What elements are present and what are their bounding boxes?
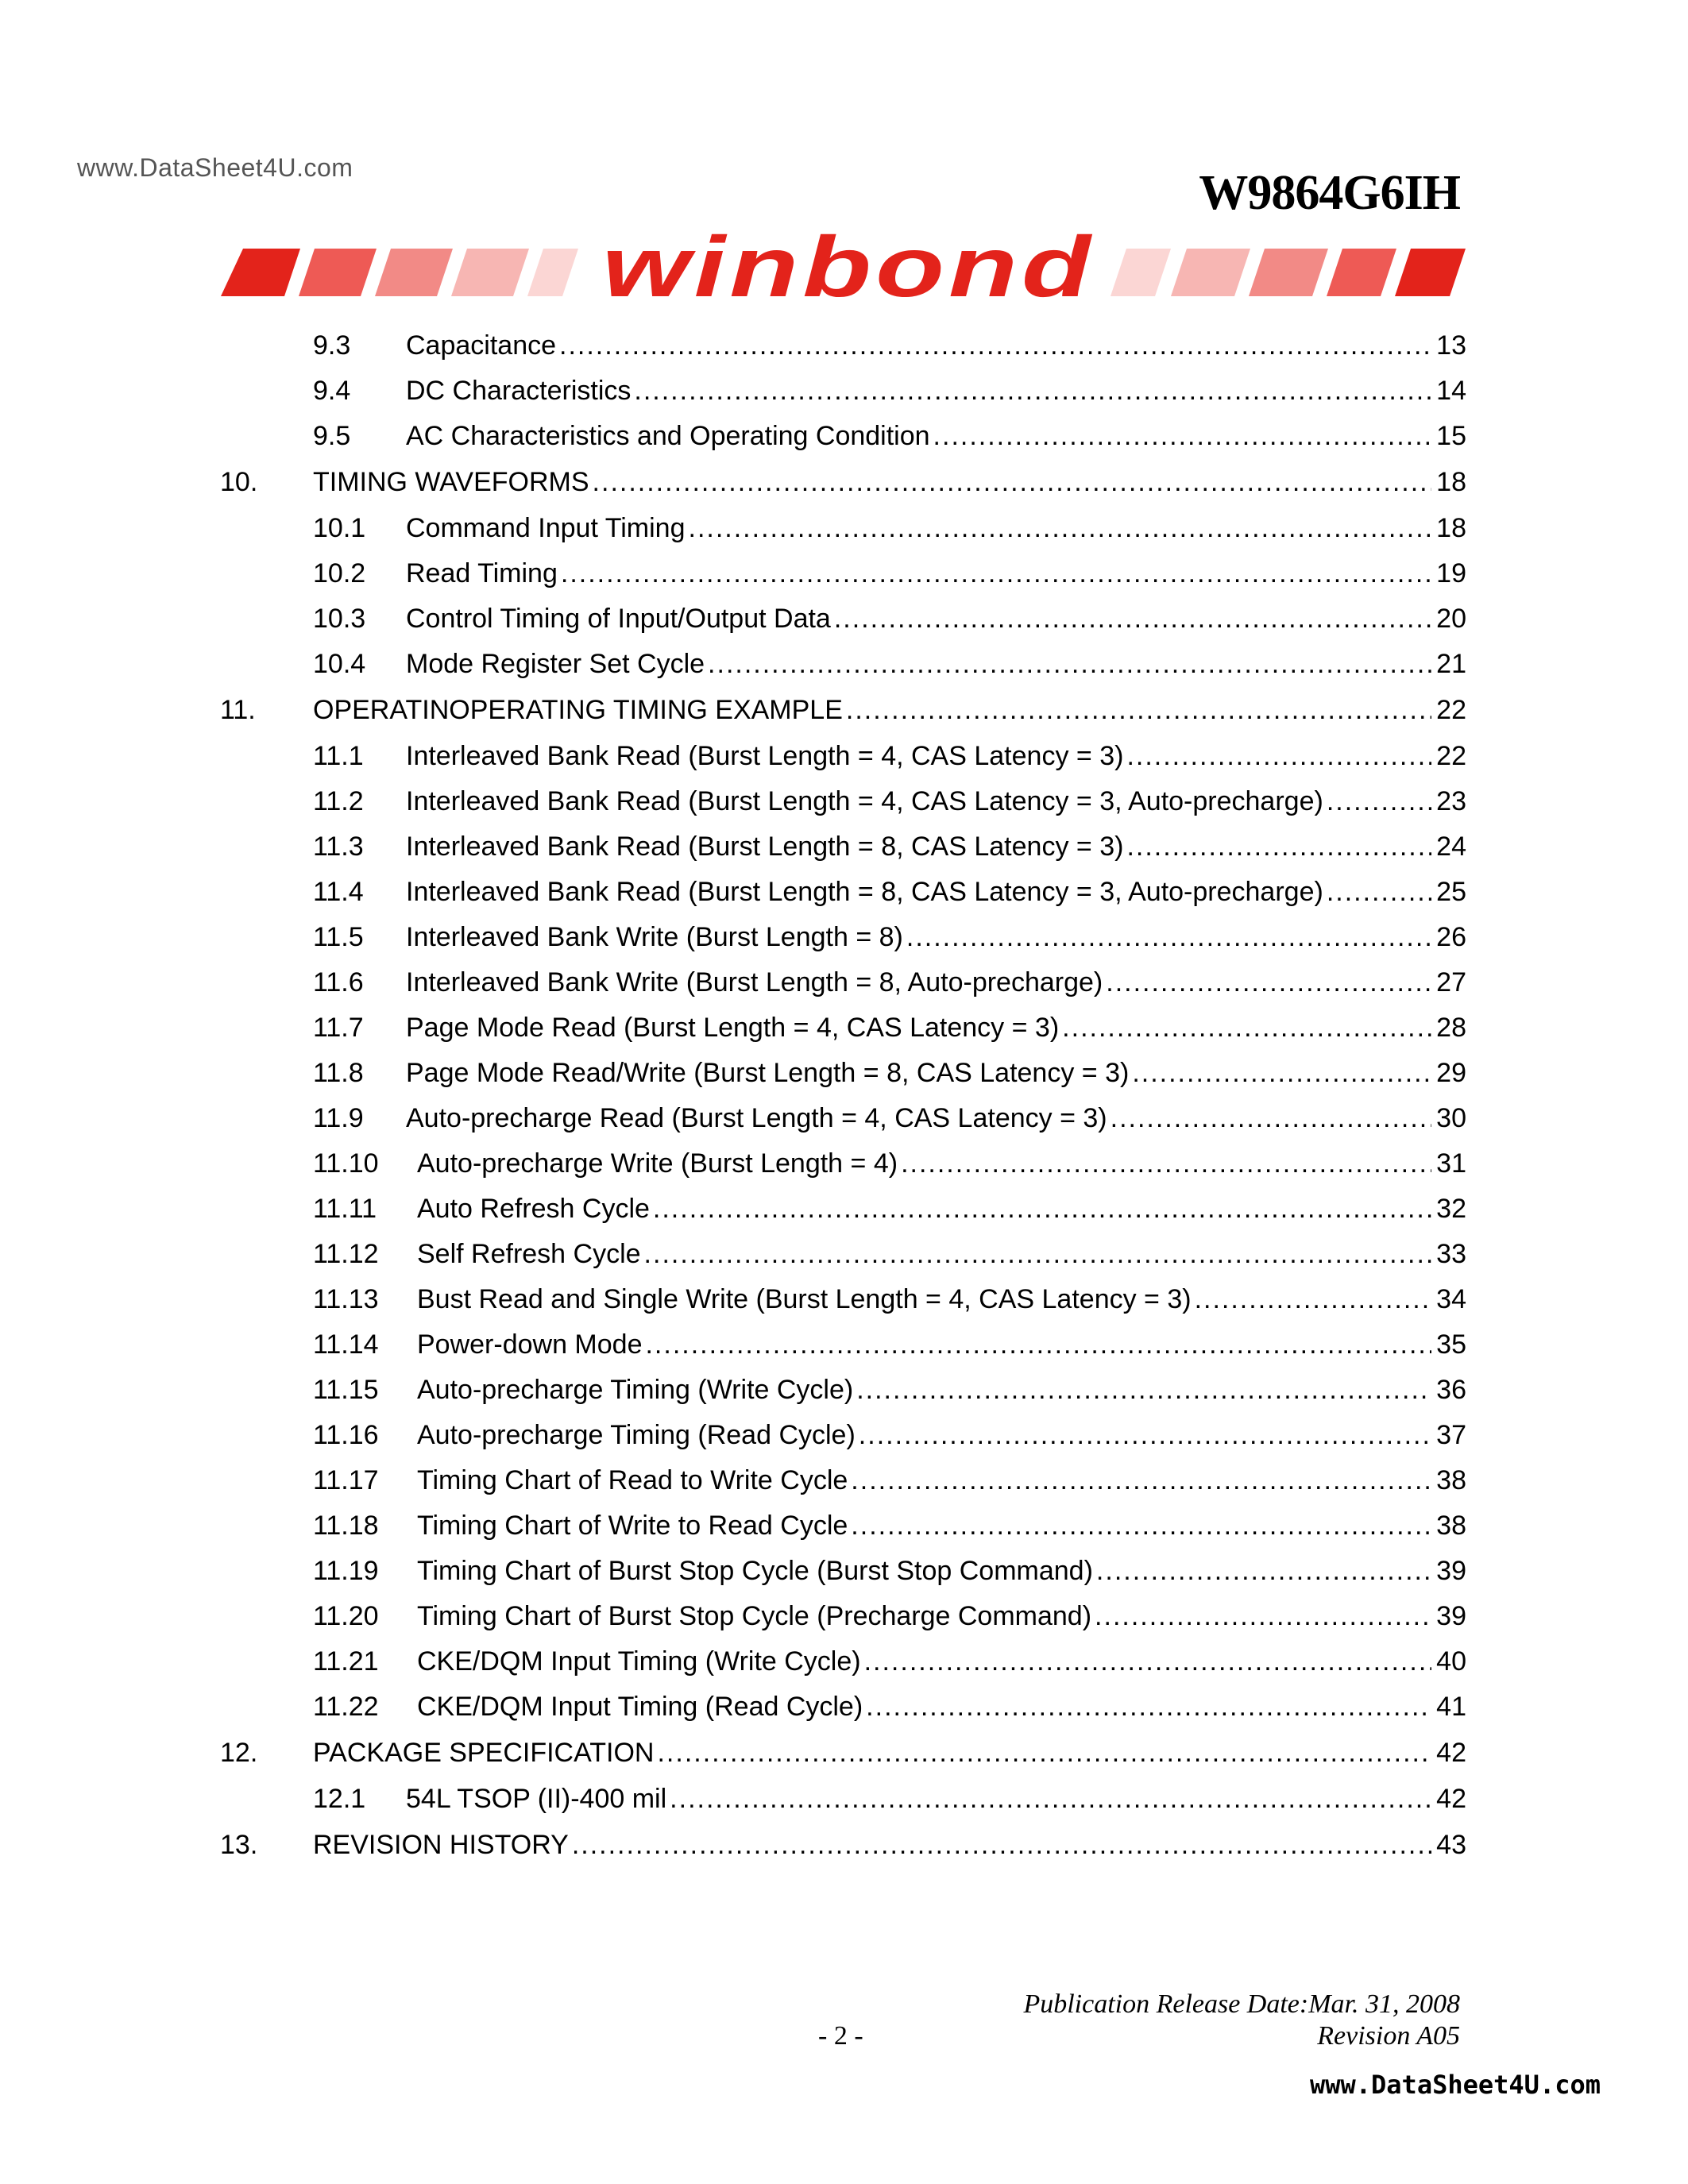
toc-entry-number: 11.14 <box>313 1329 379 1360</box>
toc-entry-number: 11.16 <box>313 1420 379 1450</box>
toc-entry-page: 18 <box>1436 513 1466 543</box>
toc-entry-title: Power-down Mode <box>417 1329 643 1360</box>
toc-entry-page: 19 <box>1436 558 1466 588</box>
toc-entry-page: 15 <box>1436 421 1466 451</box>
toc-entry-page: 38 <box>1436 1511 1466 1541</box>
toc-dot-leader <box>1126 824 1431 870</box>
toc-entry-number: 10. <box>220 467 258 497</box>
logo-stripes-right <box>1111 249 1466 296</box>
toc-entry-page: 21 <box>1436 649 1466 679</box>
toc-entry[interactable] <box>220 414 1466 459</box>
toc-entry[interactable] <box>220 1549 1466 1594</box>
toc-entry-page: 29 <box>1436 1058 1466 1088</box>
toc-entry-page: 33 <box>1436 1239 1466 1269</box>
toc-entry-title: TIMING WAVEFORMS <box>313 467 589 497</box>
toc-entry-page: 42 <box>1436 1784 1466 1814</box>
toc-entry-number: 12. <box>220 1738 258 1768</box>
toc-dot-leader <box>906 915 1431 960</box>
toc-entry-title: Capacitance <box>406 330 557 361</box>
toc-dot-leader <box>653 1187 1431 1232</box>
toc-dot-leader <box>933 414 1432 459</box>
page-number: - 2 - <box>818 2021 863 2051</box>
toc-entry-page: 20 <box>1436 604 1466 634</box>
toc-dot-leader <box>593 459 1432 506</box>
toc-entry-number: 11.21 <box>313 1646 379 1677</box>
toc-entry-number: 9.4 <box>313 376 351 406</box>
toc-entry-number: 11.8 <box>313 1058 364 1088</box>
toc-entry-title: PACKAGE SPECIFICATION <box>313 1738 655 1768</box>
toc-entry[interactable] <box>220 779 1466 824</box>
toc-entry-page: 39 <box>1436 1601 1466 1631</box>
toc-dot-leader <box>1126 734 1431 779</box>
toc-entry-title: Mode Register Set Cycle <box>406 649 705 679</box>
toc-entry-page: 41 <box>1436 1692 1466 1722</box>
toc-entry-page: 38 <box>1436 1465 1466 1495</box>
toc-dot-leader <box>851 1458 1431 1503</box>
toc-entry[interactable] <box>220 734 1466 779</box>
toc-entry-number: 11.12 <box>313 1239 379 1269</box>
toc-entry[interactable] <box>220 323 1466 369</box>
toc-entry-title: Interleaved Bank Read (Burst Length = 4, CAS Latency = 3, Auto-precharge) <box>406 786 1323 816</box>
toc-dot-leader <box>572 1822 1431 1869</box>
toc-entry-page: 37 <box>1436 1420 1466 1450</box>
toc-entry-title: Read Timing <box>406 558 558 588</box>
toc-entry-page: 22 <box>1436 741 1466 771</box>
toc-entry[interactable] <box>220 1777 1466 1822</box>
toc-entry[interactable] <box>220 1232 1466 1277</box>
toc-entry[interactable] <box>220 1005 1466 1051</box>
toc-entry-number: 10.1 <box>313 513 366 543</box>
toc-entry-title: Auto-precharge Write (Burst Length = 4) <box>417 1148 898 1179</box>
toc-dot-leader <box>561 551 1431 596</box>
toc-dot-leader <box>834 596 1431 642</box>
toc-entry-page: 24 <box>1436 832 1466 862</box>
toc-entry-number: 11.5 <box>313 922 364 952</box>
toc-entry[interactable] <box>220 551 1466 596</box>
toc-entry-number: 12.1 <box>313 1784 366 1814</box>
toc-entry-number: 11.4 <box>313 877 364 907</box>
toc-entry-title: CKE/DQM Input Timing (Write Cycle) <box>417 1646 861 1677</box>
toc-entry[interactable] <box>220 1096 1466 1141</box>
toc-dot-leader <box>864 1639 1432 1684</box>
toc-entry[interactable] <box>220 1051 1466 1096</box>
toc-entry-title: Auto-precharge Read (Burst Length = 4, CAS Latency = 3) <box>406 1103 1107 1133</box>
toc-entry[interactable] <box>220 1458 1466 1503</box>
toc-dot-leader <box>866 1684 1431 1730</box>
toc-entry-title: DC Characteristics <box>406 376 632 406</box>
toc-entry-page: 31 <box>1436 1148 1466 1179</box>
publication-release-date: Publication Release Date:Mar. 31, 2008 <box>1023 1989 1460 2019</box>
toc-dot-leader <box>1106 960 1431 1005</box>
toc-dot-leader <box>846 687 1431 734</box>
toc-dot-leader <box>1327 779 1431 824</box>
toc-dot-leader <box>859 1413 1431 1458</box>
logo-text: winbond <box>602 225 1095 312</box>
toc-entry[interactable] <box>220 1730 1466 1777</box>
toc-dot-leader <box>1095 1594 1431 1639</box>
toc-entry-title: OPERATINOPERATING TIMING EXAMPLE <box>313 695 843 725</box>
toc-entry-number: 11.11 <box>313 1194 377 1224</box>
toc-entry-title: Auto-precharge Timing (Write Cycle) <box>417 1375 854 1405</box>
toc-dot-leader <box>1062 1005 1431 1051</box>
toc-entry-number: 11.22 <box>313 1692 379 1722</box>
toc-entry-number: 11.2 <box>313 786 364 816</box>
toc-entry-number: 11.17 <box>313 1465 379 1495</box>
toc-dot-leader <box>901 1141 1431 1187</box>
toc-entry-page: 42 <box>1436 1738 1466 1768</box>
toc-entry-page: 32 <box>1436 1194 1466 1224</box>
toc-entry-title: Interleaved Bank Read (Burst Length = 8, CAS Latency = 3) <box>406 832 1124 862</box>
toc-entry-page: 27 <box>1436 967 1466 997</box>
toc-entry-page: 14 <box>1436 376 1466 406</box>
toc-entry[interactable] <box>220 1322 1466 1368</box>
toc-dot-leader <box>708 642 1431 687</box>
toc-entry-title: CKE/DQM Input Timing (Read Cycle) <box>417 1692 863 1722</box>
toc-entry[interactable] <box>220 870 1466 915</box>
toc-entry-number: 11.3 <box>313 832 364 862</box>
toc-entry-number: 10.4 <box>313 649 366 679</box>
toc-dot-leader <box>689 506 1432 551</box>
table-of-contents <box>220 323 1466 1869</box>
toc-entry-title: REVISION HISTORY <box>313 1830 569 1860</box>
toc-entry-number: 11.9 <box>313 1103 364 1133</box>
toc-dot-leader <box>644 1232 1432 1277</box>
toc-entry[interactable] <box>220 1187 1466 1232</box>
toc-entry-number: 11. <box>220 695 256 725</box>
toc-entry-page: 34 <box>1436 1284 1466 1314</box>
toc-entry-page: 18 <box>1436 467 1466 497</box>
toc-entry-title: Timing Chart of Read to Write Cycle <box>417 1465 848 1495</box>
revision-label: Revision A05 <box>1317 2021 1460 2051</box>
toc-entry-title: 54L TSOP (II)-400 mil <box>406 1784 667 1814</box>
toc-entry-number: 11.18 <box>313 1511 379 1541</box>
toc-entry[interactable] <box>220 687 1466 734</box>
toc-entry-title: Bust Read and Single Write (Burst Length = 4, CAS Latency = 3) <box>417 1284 1192 1314</box>
top-watermark: www.DataSheet4U.com <box>77 153 353 182</box>
toc-entry-number: 11.1 <box>313 741 364 771</box>
toc-entry-number: 11.6 <box>313 967 364 997</box>
toc-entry-number: 10.3 <box>313 604 366 634</box>
toc-entry-page: 40 <box>1436 1646 1466 1677</box>
toc-entry-title: Command Input Timing <box>406 513 686 543</box>
toc-dot-leader <box>1132 1051 1431 1096</box>
toc-entry[interactable] <box>220 1684 1466 1730</box>
toc-entry-page: 23 <box>1436 786 1466 816</box>
toc-entry[interactable] <box>220 1277 1466 1322</box>
toc-entry-page: 39 <box>1436 1556 1466 1586</box>
toc-entry-title: Interleaved Bank Write (Burst Length = 8) <box>406 922 903 952</box>
toc-entry-title: Page Mode Read/Write (Burst Length = 8, CAS Latency = 3) <box>406 1058 1130 1088</box>
toc-entry-page: 13 <box>1436 330 1466 361</box>
toc-entry-page: 28 <box>1436 1013 1466 1043</box>
toc-entry[interactable] <box>220 960 1466 1005</box>
toc-entry-title: Page Mode Read (Burst Length = 4, CAS Latency = 3) <box>406 1013 1060 1043</box>
toc-entry[interactable] <box>220 459 1466 506</box>
toc-dot-leader <box>1096 1549 1431 1594</box>
toc-entry[interactable] <box>220 1503 1466 1549</box>
toc-entry[interactable] <box>220 369 1466 414</box>
toc-dot-leader <box>1111 1096 1432 1141</box>
toc-entry-number: 10.2 <box>313 558 366 588</box>
toc-entry-title: Timing Chart of Burst Stop Cycle (Burst Stop Command) <box>417 1556 1093 1586</box>
toc-entry-number: 9.3 <box>313 330 351 361</box>
toc-entry-title: Timing Chart of Write to Read Cycle <box>417 1511 848 1541</box>
toc-entry-title: Control Timing of Input/Output Data <box>406 604 831 634</box>
toc-dot-leader <box>856 1368 1431 1413</box>
toc-dot-leader <box>634 369 1431 414</box>
toc-entry-title: Interleaved Bank Read (Burst Length = 8, CAS Latency = 3, Auto-precharge) <box>406 877 1323 907</box>
toc-entry-title: Interleaved Bank Read (Burst Length = 4, CAS Latency = 3) <box>406 741 1124 771</box>
toc-entry-title: Timing Chart of Burst Stop Cycle (Precharge Command) <box>417 1601 1092 1631</box>
winbond-logo-banner <box>221 225 1466 312</box>
toc-dot-leader <box>645 1322 1431 1368</box>
toc-entry-title: Auto-precharge Timing (Read Cycle) <box>417 1420 856 1450</box>
toc-entry-number: 11.10 <box>313 1148 379 1179</box>
toc-entry-number: 11.7 <box>313 1013 364 1043</box>
toc-dot-leader <box>657 1730 1431 1777</box>
toc-dot-leader <box>670 1777 1431 1822</box>
toc-entry[interactable] <box>220 1639 1466 1684</box>
toc-dot-leader <box>851 1503 1431 1549</box>
toc-entry-page: 22 <box>1436 695 1466 725</box>
toc-entry-page: 35 <box>1436 1329 1466 1360</box>
toc-entry[interactable] <box>220 1594 1466 1639</box>
toc-entry[interactable] <box>220 642 1466 687</box>
toc-entry-page: 43 <box>1436 1830 1466 1860</box>
toc-entry-page: 26 <box>1436 922 1466 952</box>
toc-entry[interactable] <box>220 1368 1466 1413</box>
toc-entry-number: 11.20 <box>313 1601 379 1631</box>
toc-entry-page: 30 <box>1436 1103 1466 1133</box>
toc-entry-page: 36 <box>1436 1375 1466 1405</box>
toc-entry-number: 11.13 <box>313 1284 379 1314</box>
part-number-title: W9864G6IH <box>1199 166 1460 220</box>
toc-entry-title: Interleaved Bank Write (Burst Length = 8, Auto-precharge) <box>406 967 1103 997</box>
toc-entry[interactable] <box>220 1141 1466 1187</box>
toc-entry[interactable] <box>220 596 1466 642</box>
toc-entry-title: Self Refresh Cycle <box>417 1239 641 1269</box>
toc-entry-number: 13. <box>220 1830 258 1860</box>
toc-entry[interactable] <box>220 824 1466 870</box>
toc-entry-number: 9.5 <box>313 421 351 451</box>
bottom-watermark: www.DataSheet4U.com <box>1309 2070 1601 2100</box>
toc-entry[interactable] <box>220 1822 1466 1869</box>
toc-entry[interactable] <box>220 1413 1466 1458</box>
toc-entry-title: AC Characteristics and Operating Condition <box>406 421 930 451</box>
toc-entry-number: 11.19 <box>313 1556 379 1586</box>
toc-entry[interactable] <box>220 915 1466 960</box>
toc-entry-number: 11.15 <box>313 1375 379 1405</box>
toc-entry-page: 25 <box>1436 877 1466 907</box>
toc-dot-leader <box>559 323 1431 369</box>
toc-entry-title: Auto Refresh Cycle <box>417 1194 650 1224</box>
toc-entry[interactable] <box>220 506 1466 551</box>
toc-dot-leader <box>1327 870 1431 915</box>
toc-dot-leader <box>1195 1277 1432 1322</box>
logo-stripes-left <box>221 249 578 296</box>
